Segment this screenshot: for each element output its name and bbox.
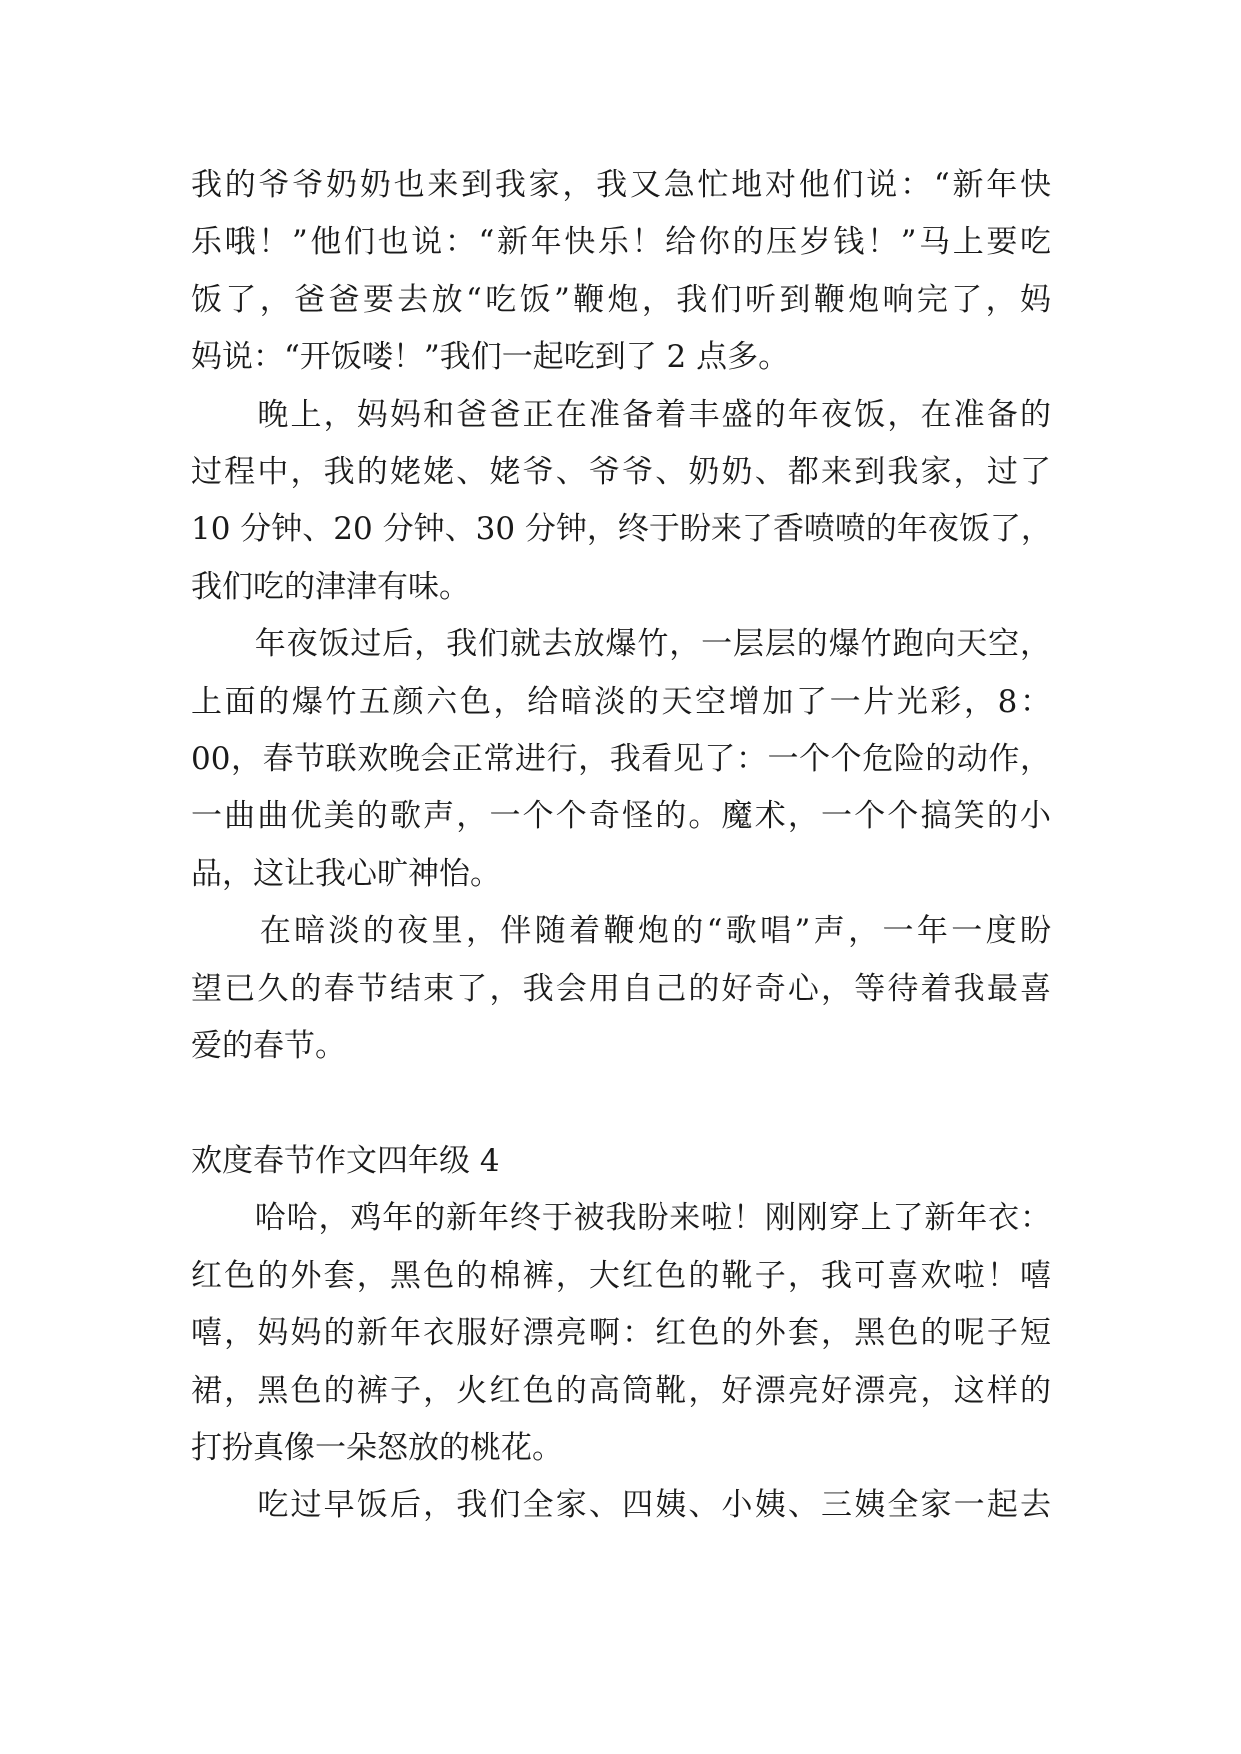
text-line: 10 分钟、20 分钟、30 分钟，终于盼来了香喷喷的年夜饭了， — [191, 511, 1052, 547]
text-line: 望已久的春节结束了，我会用自己的好奇心，等待着我最喜 — [191, 971, 1051, 1007]
text-line: 在暗淡的夜里，伴随着鞭炮的“歌唱”声，一年一度盼 — [191, 913, 1051, 949]
text-line: 上面的爆竹五颜六色，给暗淡的天空增加了一片光彩，8： — [191, 684, 1051, 720]
text-line: 00，春节联欢晚会正常进行，我看见了：一个个危险的动作， — [191, 741, 1051, 777]
section-heading: 欢度春节作文四年级 4 — [191, 1143, 500, 1179]
text-line: 一曲曲优美的歌声，一个个奇怪的。魔术，一个个搞笑的小 — [191, 798, 1051, 834]
text-line: 我们吃的津津有味。 — [191, 569, 470, 605]
text-line: 我的爷爷奶奶也来到我家，我又急忙地对他们说：“新年快 — [191, 167, 1051, 203]
text-line: 饭了，爸爸要去放“吃饭”鞭炮，我们听到鞭炮响完了，妈 — [191, 282, 1051, 318]
text-line: 过程中，我的姥姥、姥爷、爷爷、奶奶、都来到我家，过了 — [191, 454, 1051, 490]
text-line: 哈哈，鸡年的新年终于被我盼来啦！刚刚穿上了新年衣： — [191, 1200, 1051, 1236]
text-line: 晚上，妈妈和爸爸正在准备着丰盛的年夜饭，在准备的 — [191, 397, 1051, 433]
text-line: 年夜饭过后，我们就去放爆竹，一层层的爆竹跑向天空， — [191, 626, 1051, 662]
text-line: 品，这让我心旷神怡。 — [191, 856, 501, 892]
text-line: 打扮真像一朵怒放的桃花。 — [191, 1430, 563, 1466]
text-line: 嘻，妈妈的新年衣服好漂亮啊：红色的外套，黑色的呢子短 — [191, 1315, 1051, 1351]
text-line: 裙，黑色的裤子，火红色的高筒靴，好漂亮好漂亮，这样的 — [191, 1373, 1051, 1409]
text-line: 妈说：“开饭喽！”我们一起吃到了 2 点多。 — [191, 339, 790, 375]
text-line: 乐哦！”他们也说：“新年快乐！给你的压岁钱！”马上要吃 — [191, 224, 1051, 260]
text-line: 爱的春节。 — [191, 1028, 346, 1064]
text-line: 吃过早饭后，我们全家、四姨、小姨、三姨全家一起去 — [191, 1487, 1051, 1523]
text-line: 红色的外套，黑色的棉裤，大红色的靴子，我可喜欢啦！嘻 — [191, 1258, 1051, 1294]
